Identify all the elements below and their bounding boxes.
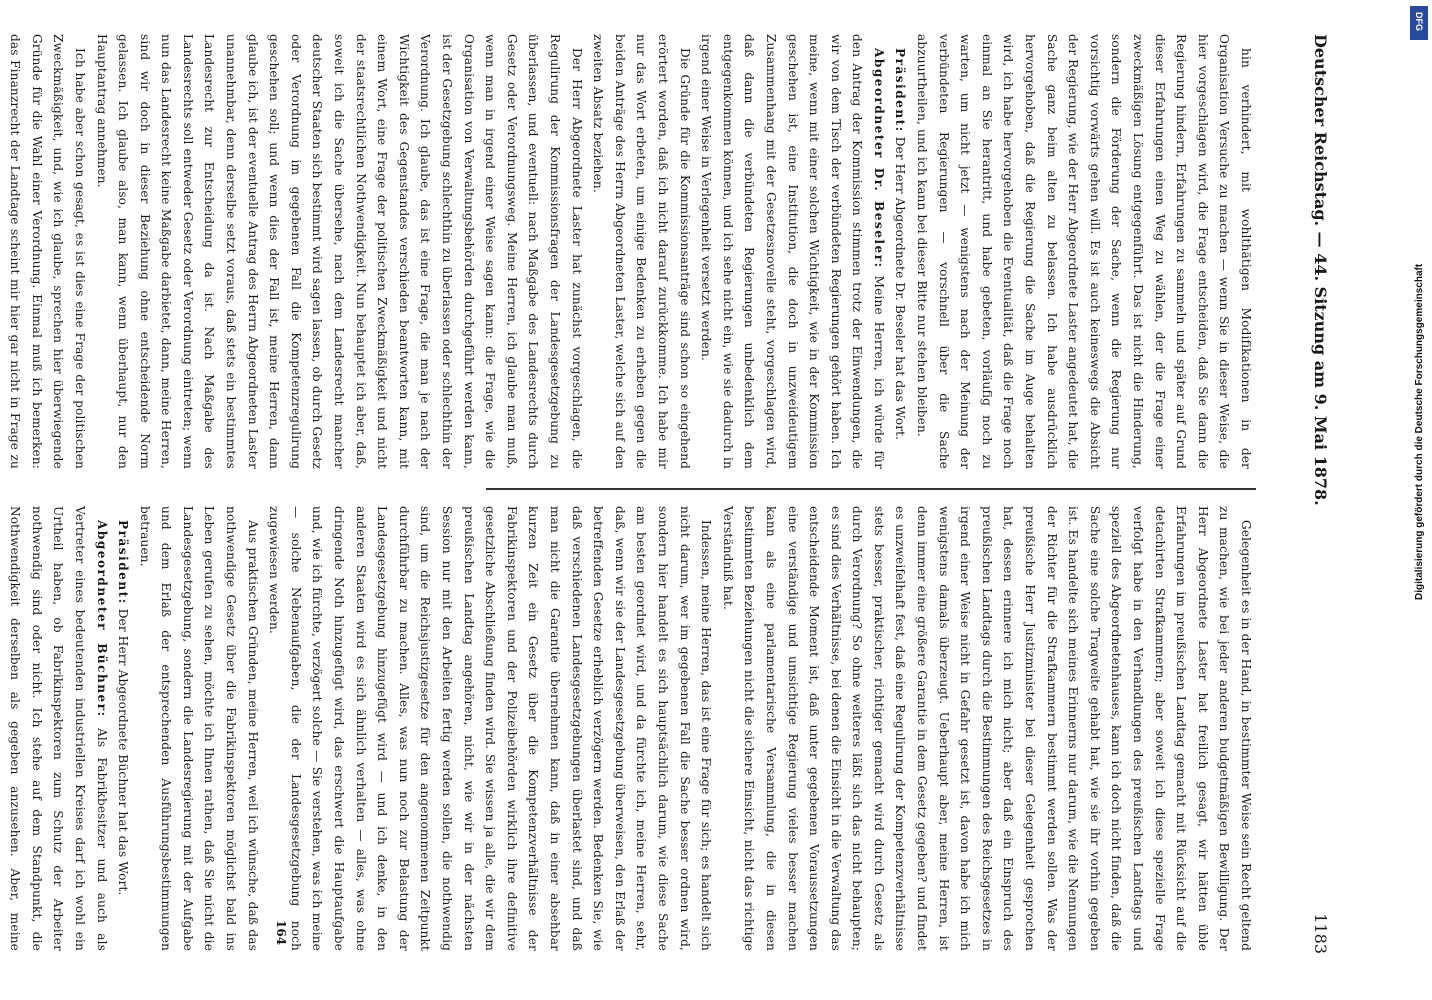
paragraph [716,506,1256,951]
paragraph-text: Aus praktischen Gründen, meine Herren, weil ich wünsche, daß das nothwendige Gesetz über die Fabrikinspektoren möglichst bald ins Leben gerufen zu sehen, möchte ich Ihnen rathen, daß Sie nicht die Landesgesetzgebung, sondern die Landesregierung mit der Aufgabe und dem Erlaß der entsprechenden Ausführungsbestimmungen betrauen. [137,506,260,951]
paragraph [889,34,911,469]
text-column-left [0,34,1256,469]
paragraph [112,506,134,951]
paragraph-text: Die Gründe für die Kommissionsanträge sind schon so eingehend erörtert worden, daß ich nicht darauf zurückkomme. Ich habe mir nur das Wort erbeten, um einige Bedenken zu erheben gegen die beiden Anträge des Herrn Abgeordneten Laster, welche sich auf den zweiten Absatz beziehen. [591,34,692,469]
page-header [1298,34,1338,954]
paragraph-text: Der Herr Abgeordnete Büchner hat das Wort. [116,608,131,896]
paragraph [587,34,695,469]
column-divider [486,488,1256,490]
digitization-text: Digitalisierung gefördert durch die Deutsche Forschungsgemeinschaft [1414,263,1425,600]
paragraph [0,34,90,469]
paragraph [263,506,716,951]
speaker-name: Präsident: [893,48,908,133]
paragraph-text: Der Herr Abgeordnete Dr. Beseler hat das Wort. [893,136,908,441]
paragraph [133,506,263,951]
paragraph-text: hin verhindert, mit wohlthätigen Modifikationen in der Organisation Versuche zu machen — wenn Sie in dieser Weise, die hier vorgeschlagen wird, die Frage entscheiden, daß Sie dann die Regierung hindern, Erfahrungen zu sammeln und später auf Grund dieser Erfahrungen einen Weg zu wählen, der die Frage einer zweckmäßigen Lösung entgegenführt. Das ist nicht die Hinderung, sondern die Förderung der Sache, wenn die Regierung nur vorsichtig vorwärts gehen will. Es ist auch keineswegs die Absicht der Regierung, wie der Herr Abgeordnete Laster angedeutet hat, die Sache ganz beim alten zu belassen. Ich habe ausdrücklich hervorgehoben, daß die Regierung die Sache im Auge behalten wird, ich habe hervorgehoben die Eventualität, daß die Frage noch einmal an Sie herantritt, und habe gebeten, vorläufig noch zu warten, um nicht jetzt — wenigstens nach der Meinung der verbündeten Regierungen — vorschnell über die Sache abzuurtheilen, und ich kann bei dieser Bitte nur stehen bleiben. [915,34,1253,469]
running-title: Deutscher Reichstag. — 44. Sitzung am 9. Mai 1878. [1311,34,1330,506]
paragraph-text: Gelegenheit es in der Hand, in bestimmter Weise sein Recht geltend zu machen, wie bei jeder anderen budgetmäßigen Bewilligung. Der Herr Abgeordnete Laster hat freilich gesagt, wir hätten üble Erfahrungen im preußischen Landtag gemacht mit Rücksicht auf die detachirten Strafkammern; aber soweit ich diese spezielle Frage verfolgt habe in den Verhandlungen des preußischen Landtags und speziell des Abgeordnetenhauses, kann ich doch nicht finden, daß die Sache eine solche Tragweite gehabt hat, wie sie ihr vorhin gegeben ist. Es handelte sich meines Erinnerns nur darum, wie die Nennungen der Richter für die Strafkammern bestimmt werden sollen. Was der preußische Herr Justizminister bei dieser Gelegenheit gesprochen hat, dessen erinnere ich mich nicht; aber daß ein Einspruch des preußischen Landtags durch die Bestimmungen des Reichsgesetzes in irgend einer Weise nicht in Gefahr gesetzt ist, davon habe ich mich wenigstens damals überzeugt. Ueberhaupt aber, meine Herren, ist denn immer eine größere Garantie in dem Gesetz gegeben? und findet es unzweifelhaft fest, daß eine Regulirung der Kompetenzverhältnisse stets besser, praktischer, richtiger gemacht wird durch Gesetz als durch Verordnung? So ohne weiteres läßt sich das nicht behaupten; es sind dies Verhältnisse, bei denen die Einsicht in die Verwaltung das entscheidende Moment ist, daß unter gegebenen Voraussetzungen eine verständige und umsichtige Regierung vieles besser machen kann als eine parlamentarische Versammlung, die in diesen bestimmten Beziehungen nicht die sichere Einsicht, nicht das richtige Verständniß hat. [720,506,1253,951]
paragraph-text: Der Herr Abgeordnete Laster hat zunächst vorgeschlagen, die Regulirung der Kommissionsfragen der Landesgesetzgebung zu überlassen, und eventuell: nach Maßgabe des Landesrechts durch Gesetz oder Verordnungsweg. Meine Herren, ich glaube man muß, wenn man in irgend einer Weise sagen kann: die Frage, wie die Organisation von Verwaltungsbehörden durchgeführt werden kann, ist der Gesetzgebung schlechthin zu überlassen oder schlechthin der Verordnung. Ich glaube, das ist eine Frage, die man je nach der Wichtigkeit des Gegenstandes verschieden beantworten kann, mit einem Wort, eine Frage der politischen Zweckmäßigkeit und nicht der staatsrechtlichen Nothwendigkeit. Nun behauptet ich aber, daß, soweit ich die Sache übersehe, nach dem Landesrecht mancher deutscher Staaten sich bestimmt wird sagen lassen, ob durch Gesetz oder Verordnung im gegebenen Fall die Kompetenzregulirung geschehen soll; und wenn dies der Fall ist, meine Herren, dann glaube ich, ist der eventuelle Antrag des Herrn Abgeordneten Laster unannehmbar, denn derselbe setzt voraus, daß stets ein bestimmtes Landesrecht zur Entscheidung da ist. Nach Maßgabe des Landesrechts soll entweder Gesetz oder Verordnung eintreten; wenn nun das Landesrecht keine Maßgabe darbietet, dann, meine Herren, sind wir doch in dieser Beziehung ohne entscheidende Norm gelassen. Ich glaube also, man kann, wenn überhaupt, nur den Hauptantrag annehmen. [94,34,584,469]
text-column-right [0,506,1256,951]
paragraph [695,34,889,469]
paragraph [90,34,587,469]
paragraph [911,34,1257,469]
speaker-name: Präsident: [116,520,131,605]
paragraph-text: Indessen, meine Herren, das ist eine Frage für sich; es handelt sich nicht darum, wer im gegebenen Fall die Sache besser ordnen wird, sondern hier handelt es sich hauptsächlich darum, wie diese Sache am besten geordnet wird, und da fürchte ich, meine Herren, sehr, daß, wenn wir sie der Landesgesetzgebung überweisen, den Erlaß der betreffenden Gesetze erheblich verzögern werden. Bedenken Sie, wie daß verschiedenen Landesgesetzgebungen überlastet sind, und daß man nicht die Garantie übernehmen kann, daß in einer absehbar kurzen Zeit ein Gesetz über die Kompetenzverhältnisse der Fabrikinspektoren und der Polizeibehörden wirklich ihre definitive gesetzliche Abschließung finden wird. Sie wissen ja alle, die wir dem preußischen Landtag angehören, nicht, wie wir in der nächsten Session nur mit den Arbeiten fertig werden sollen, die nothwendig sind, um die Reichsjustizgesetze für den angenommenen Zeitpunkt durchführbar zu machen. Alles, was nun noch zur Belastung der Landesgesetzgebung hinzugefügt wird — und ich denke, in den anderen Staaten wird es sich ähnlich verhalten — alles, was ohne dringende Noth hinzugefügt wird, das erschwert die Hauptaufgabe und, wie ich fürchte, verzögert solche — Sie verstehen, was ich meine — solche Nebenaufgaben, die der Landesgesetzgebung noch zugewiesen werden. [267,506,714,951]
page-number: 1183 [1311,913,1330,954]
digitization-note [1414,220,1425,600]
paragraph-text: Ich habe aber schon gesagt, es ist dies eine Frage der politischen Zweckmäßigkeit, und, wie ich glaube, sprechen hier überwiegende Gründe für die Wahl einer Verordnung. Einmal muß ich bemerken: das Finanzrecht der Landtage scheint mir hier gar nicht in Frage zu [8,34,87,469]
paragraph [0,506,112,951]
speaker-name: Abgeordneter Dr. Beseler: [871,48,886,269]
speaker-name: Abgeordneter Büchner: [94,520,109,718]
paragraph-text: Als Fabrikbesitzer und auch als Vertreter eines bedeutenden industriellen Kreises darf ich wohl ein Urtheil haben, ob Fabrikinspektoren zum Schutz der Arbeiter nothwendig sind oder nicht. Ich stehe auf dem Standpunkt, die Nothwendigkeit derselben als gegeben anzusehen. Aber, meine [8,506,109,952]
signature-mark: 164 [274,920,288,946]
paragraph-text: Meine Herren, ich würde für den Antrag der Kommission stimmen trotz der Einwendungen, die wir von dem Tisch der verbündeten Regierungen gehört haben. Ich meine, wenn mit einer solchen Wichtigkeit, wie in der Kommission geschehen ist, eine Institution, die doch in unzweideutigem Zusammenhang mit der Gesetzesnovelle steht, vorgeschlagen wird, daß dann die verbündeten Regierungen unbedenklich dem entgegenkommen können, und ich sehe nicht ein, wie sie dadurch in irgend einer Weise in Verlegenheit versetzt werden. [699,34,886,470]
dfg-logo: DFG [1410,6,1428,40]
